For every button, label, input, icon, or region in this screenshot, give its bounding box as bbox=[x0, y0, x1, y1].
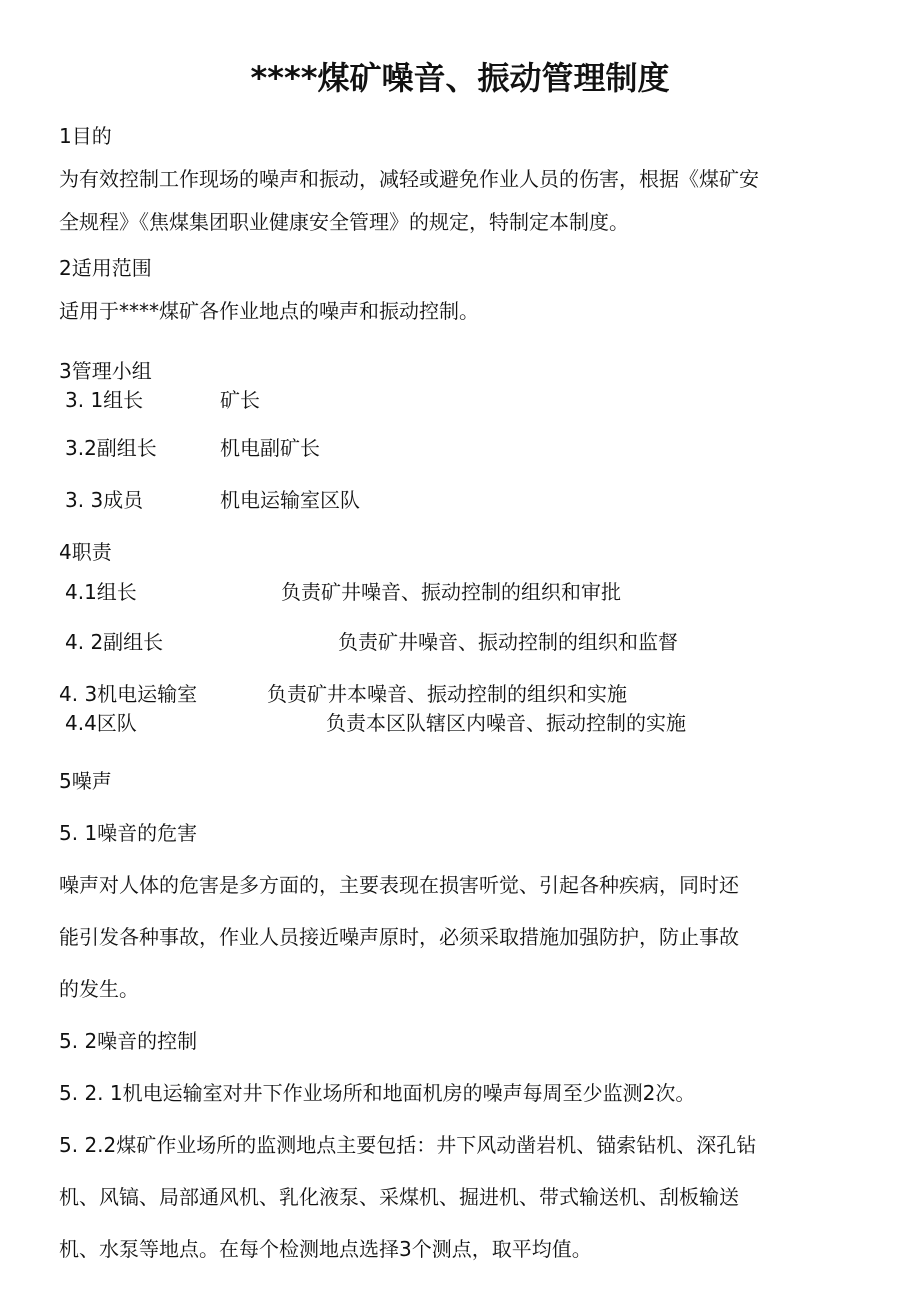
section-1-paragraph-line-1: 为有效控制工作现场的噪声和振动，减轻或避免作业人员的伤害，根据《煤矿安 bbox=[59, 167, 759, 191]
group-row-value: 矿长 bbox=[220, 388, 260, 412]
group-row-label: 3. 1组长 bbox=[65, 388, 144, 412]
duty-row-label: 4. 2副组长 bbox=[65, 630, 164, 654]
duty-row-value: 负责矿井噪音、振动控制的组织和监督 bbox=[338, 630, 678, 654]
document-title: ****煤矿噪音、振动管理制度 bbox=[250, 59, 670, 97]
subsection-5-1-heading: 5. 1噪音的危害 bbox=[59, 821, 198, 845]
section-1-heading: 1目的 bbox=[59, 124, 112, 148]
group-row-label: 3.2副组长 bbox=[65, 436, 157, 460]
duty-row-value: 负责矿井本噪音、振动控制的组织和实施 bbox=[267, 682, 627, 706]
subsection-5-1-line-2: 能引发各种事故，作业人员接近噪声原时，必须采取措施加强防护，防止事故 bbox=[59, 925, 739, 949]
duty-row-value: 负责矿井噪音、振动控制的组织和审批 bbox=[281, 580, 621, 604]
section-2-paragraph: 适用于****煤矿各作业地点的噪声和振动控制。 bbox=[59, 299, 479, 323]
section-5-heading: 5噪声 bbox=[59, 769, 112, 793]
duty-row-value: 负责本区队辖区内噪音、振动控制的实施 bbox=[326, 711, 686, 735]
subsection-5-2-line-4: 机、水泵等地点。在每个检测地点选择3个测点，取平均值。 bbox=[59, 1237, 592, 1261]
subsection-5-1-line-3: 的发生。 bbox=[59, 977, 139, 1001]
duty-row-label: 4.4区队 bbox=[65, 711, 137, 735]
subsection-5-2-line-3: 机、风镐、局部通风机、乳化液泵、采煤机、掘进机、带式输送机、刮板输送 bbox=[59, 1185, 739, 1209]
subsection-5-2-line-2: 5. 2.2煤矿作业场所的监测地点主要包括：井下风动凿岩机、锚索钻机、深孔钻 bbox=[59, 1133, 757, 1157]
group-row-value: 机电运输室区队 bbox=[220, 488, 360, 512]
subsection-5-1-line-1: 噪声对人体的危害是多方面的，主要表现在损害听觉、引起各种疾病，同时还 bbox=[59, 873, 739, 897]
section-3-heading: 3管理小组 bbox=[59, 359, 152, 383]
section-1-paragraph-line-2: 全规程》《焦煤集团职业健康安全管理》的规定，特制定本制度。 bbox=[59, 210, 629, 234]
section-4-heading: 4职责 bbox=[59, 540, 112, 564]
group-row-value: 机电副矿长 bbox=[220, 436, 320, 460]
duty-row-label: 4.1组长 bbox=[65, 580, 137, 604]
subsection-5-2-line-1: 5. 2. 1机电运输室对井下作业场所和地面机房的噪声每周至少监测2次。 bbox=[59, 1081, 696, 1105]
subsection-5-2-heading: 5. 2噪音的控制 bbox=[59, 1029, 198, 1053]
section-2-heading: 2适用范围 bbox=[59, 256, 152, 280]
duty-row-label: 4. 3机电运输室 bbox=[59, 682, 198, 706]
group-row-label: 3. 3成员 bbox=[65, 488, 144, 512]
